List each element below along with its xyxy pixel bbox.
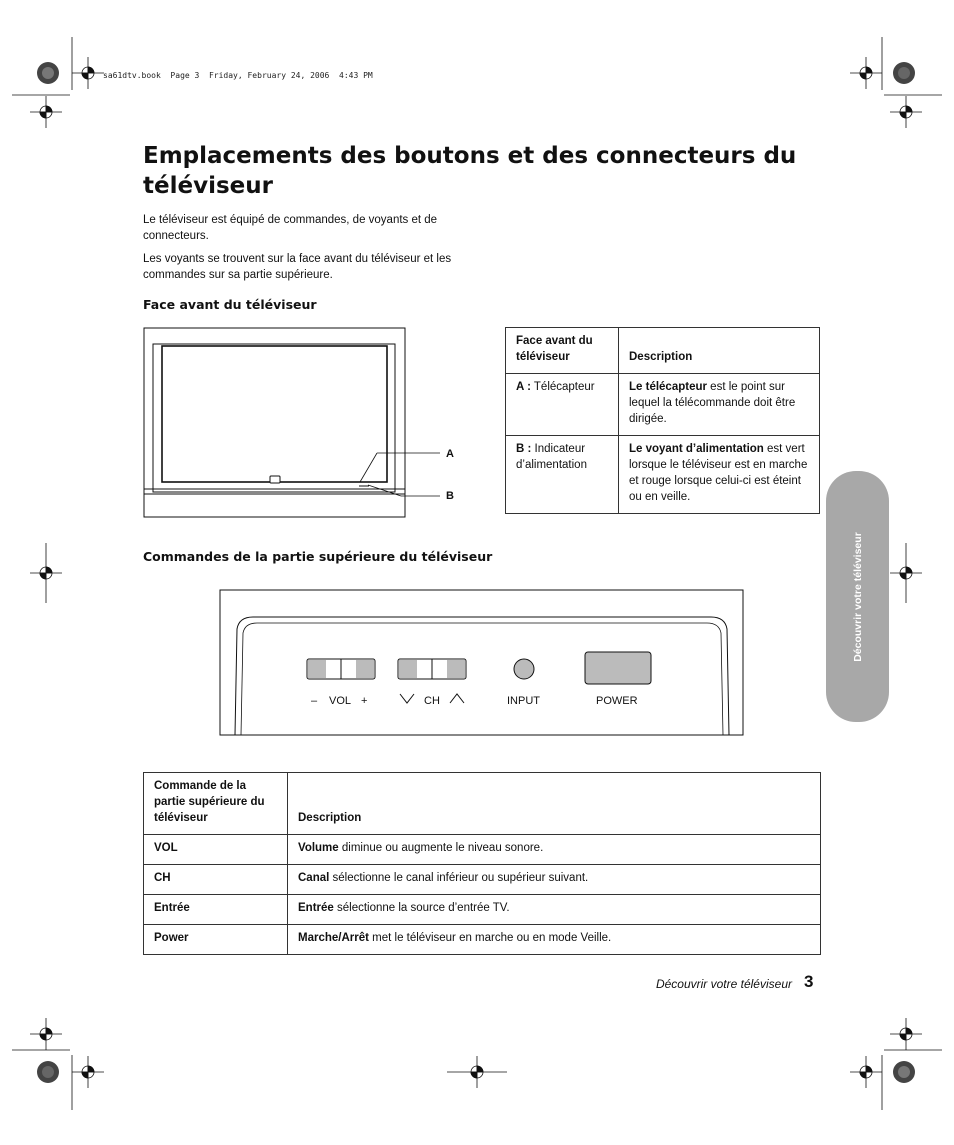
print-header: sa61dtv.book Page 3 Friday, February 24, 2006 4:43 PM [103,71,373,80]
crosshair-icon [72,1056,104,1088]
callout-a: A [446,448,454,460]
color-bar-circle-icon [893,1061,915,1083]
row-key-text: Indicateur d’alimentation [516,443,587,471]
page-title: Emplacements des boutons et des connecteurs du téléviseur [143,143,797,199]
ch-button [398,659,466,679]
row-desc-label: Entrée [298,902,334,914]
table-row [506,374,820,436]
row-desc-text: sélectionne la source d’entrée TV. [333,902,510,914]
row-key: CH [144,865,288,895]
table-header: Description [619,328,820,374]
crosshair-icon [30,96,62,128]
crosshair-icon [72,57,104,89]
row-desc-text: sélectionne le canal inférieur ou supérieur suivant. [329,872,589,884]
row-desc-text: diminue ou augmente le niveau sonore. [338,842,544,854]
logo-icon [270,476,280,483]
table-row [144,895,821,925]
table-header: Face avant du téléviseur [506,328,619,374]
row-desc-label: Canal [298,872,330,884]
color-bar-circle-icon [37,62,59,84]
vol-label: VOL [329,695,352,707]
table-header: Description [288,773,821,835]
row-desc-text: est vert lorsque le téléviseur est en marche et rouge lorsque celui-ci est éteint ou en veille. [629,443,808,503]
intro-paragraph: Les voyants se trouvent sur la face avant du téléviseur et les commandes sur sa partie supérieure. [143,253,452,281]
row-desc-label: Volume [298,842,339,854]
footer-chapter-title: Découvrir votre téléviseur [655,977,792,991]
top-panel-diagram [219,589,745,737]
crosshair-icon [890,543,922,603]
callout-b: B [446,490,454,502]
row-key: Entrée [144,895,288,925]
row-desc-label: Le télécapteur [629,381,707,393]
crosshair-icon [30,543,62,603]
table-row [144,865,821,895]
table-row [506,436,820,514]
row-key-text: Télécapteur [530,381,595,393]
crosshair-icon [30,1018,62,1050]
row-key: VOL [144,835,288,865]
controls-table [143,772,821,955]
ch-label: CH [424,695,440,707]
section-heading-front: Face avant du téléviseur [143,297,317,312]
tv-front-diagram [143,327,473,519]
input-button [514,659,534,679]
power-label: POWER [596,695,638,707]
crosshair-icon [850,1056,882,1088]
input-label: INPUT [507,695,540,707]
table-row [144,835,821,865]
vol-plus-label: + [361,695,368,707]
crosshair-icon [890,96,922,128]
section-heading-top: Commandes de la partie supérieure du téléviseur [143,549,493,564]
crosshair-icon [447,1056,507,1088]
row-key: Power [144,925,288,955]
page-number: 3 [804,972,814,991]
crosshair-icon [890,1018,922,1050]
row-key-label: B : [516,443,532,455]
row-desc-text: est le point sur lequel la télécommande doit être dirigée. [629,381,796,425]
table-row [144,925,821,955]
chapter-side-tab [826,471,889,722]
color-bar-circle-icon [37,1061,59,1083]
crosshair-icon [850,57,882,89]
row-desc-label: Le voyant d’alimentation [629,443,764,455]
intro-paragraph: Le téléviseur est équipé de commandes, de voyants et de connecteurs. [143,214,438,242]
front-table [505,327,820,514]
table-header: Commande de la partie supérieure du téléviseur [144,773,288,835]
color-bar-circle-icon [893,62,915,84]
row-desc-text: met le téléviseur en marche ou en mode Veille. [368,932,612,944]
vol-minus-label: – [311,695,318,707]
row-key-label: A : [516,381,531,393]
row-desc-label: Marche/Arrêt [298,932,369,944]
power-button [585,652,651,684]
vol-button [307,659,375,679]
chapter-side-tab-label: Découvrir votre téléviseur [851,531,864,662]
